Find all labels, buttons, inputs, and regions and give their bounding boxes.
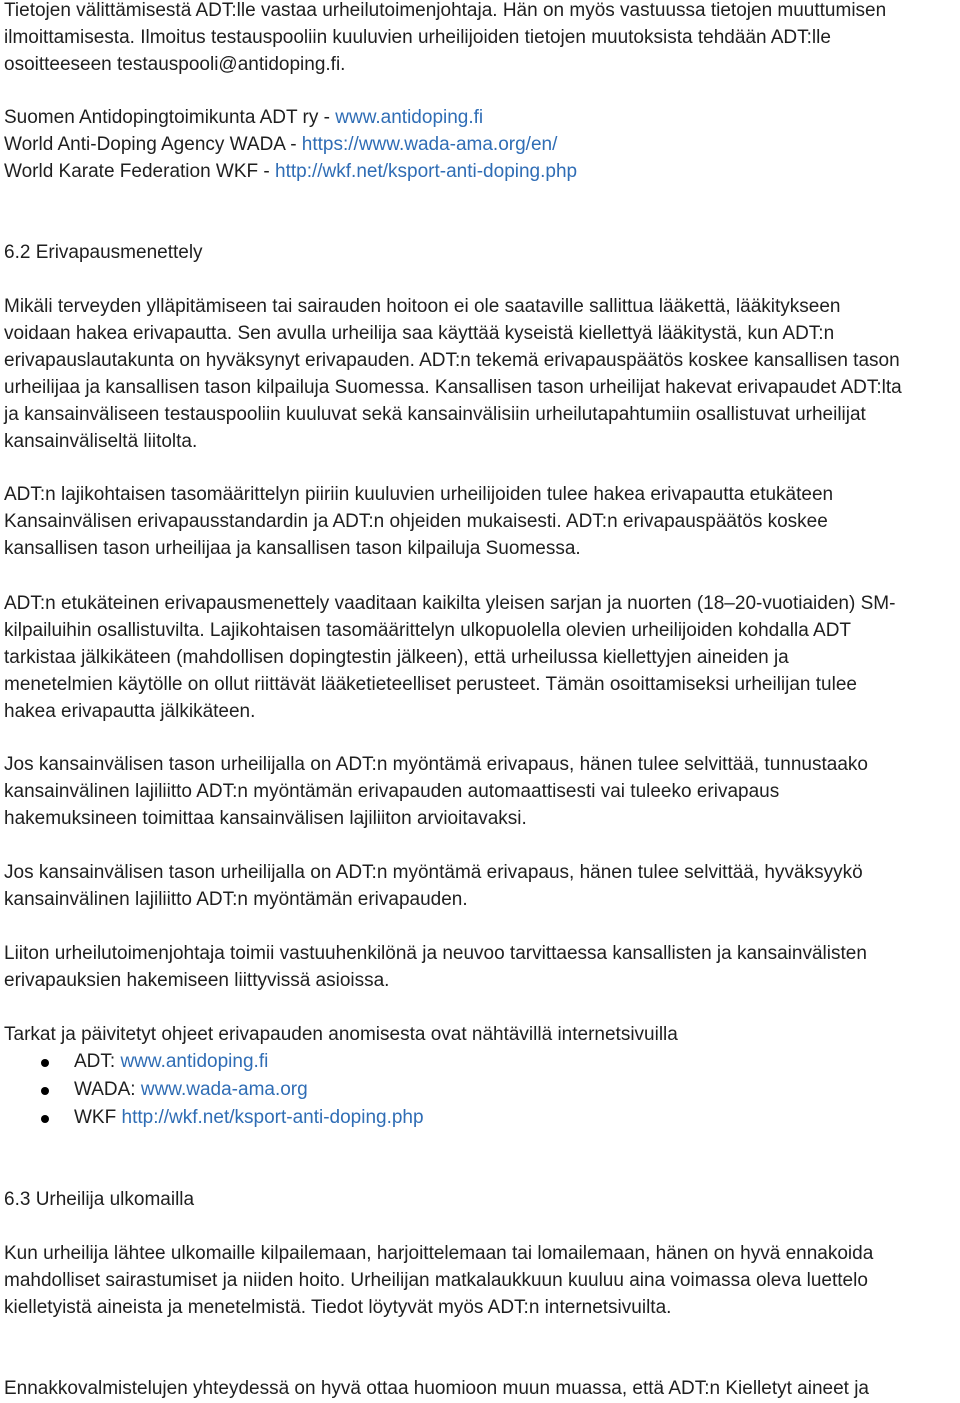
list-item: [4, 1048, 904, 1076]
text-line: ADT:n etukäteinen erivapausmenettely vaaditaan kaikilta yleisen sarjan ja nuorten (18–20-vuotiaiden) SM-: [4, 593, 896, 614]
org-link-adt[interactable]: www.antidoping.fi: [335, 107, 484, 128]
text-line: erivapauslautakunta on hyväksynyt erivapauden. ADT:n tekemä erivapauspäätös koskee kansallisen tason: [4, 350, 900, 371]
text-line: hakemuksineen toimittaa kansainvälisen lajiliiton arvioitavaksi.: [4, 808, 527, 829]
text-line: erivapauksien hakemiseen liittyvissä asioissa.: [4, 970, 390, 991]
intro-line-1: Tietojen välittämisestä ADT:lle vastaa urheilutoimenjohtaja. Hän on myös vastuussa tietojen muuttumisen: [4, 0, 887, 21]
text-line: ADT:n lajikohtaisen tasomäärittelyn piiriin kuuluvien urheilijoiden tulee hakea erivapautta etukäteen: [4, 484, 834, 505]
text-line: kansainväliseltä liitolta.: [4, 431, 198, 452]
section-6-2-para-5: [4, 859, 956, 913]
text-line: Liiton urheilutoimenjohtaja toimii vastuuhenkilönä ja neuvoo tarvittaessa kansallisten ja kansainvälisten: [4, 943, 867, 964]
section-6-2-para-2: [4, 481, 956, 562]
org-name: Suomen Antidopingtoimikunta ADT ry -: [4, 107, 336, 128]
section-6-2-para-1: [4, 293, 956, 455]
section-6-2-para-3: [4, 590, 956, 725]
text-line: kansallisen tason urheilijaa ja kansallisen tason kilpailuja Suomessa.: [4, 538, 581, 559]
link-wkf[interactable]: http://wkf.net/ksport-anti-doping.php: [121, 1107, 424, 1128]
bullet-icon: [41, 1059, 49, 1067]
section-6-2-heading: 6.2 Erivapausmenettely: [4, 242, 203, 263]
section-6-2-para-4: [4, 751, 956, 832]
bullet-icon: [41, 1087, 49, 1095]
org-link-wada[interactable]: https://www.wada-ama.org/en/: [301, 134, 558, 155]
org-name: World Karate Federation WKF -: [4, 161, 276, 182]
text-line: Jos kansainvälisen tason urheilijalla on ADT:n myöntämä erivapaus, hänen tulee selvittää, tunnustaako: [4, 754, 868, 775]
text-line: [4, 1294, 956, 1321]
section-6-2-para-6: [4, 940, 956, 994]
org-link-wkf[interactable]: http://wkf.net/ksport-anti-doping.php: [275, 161, 578, 182]
org-name: World Anti-Doping Agency WADA -: [4, 134, 302, 155]
resource-link-list: [4, 1048, 904, 1132]
bullet-icon: [41, 1115, 49, 1123]
text-line: tarkistaa jälkikäteen (mahdollisen dopingtestin jälkeen), että urheilussa kiellettyjen aineiden ja: [4, 647, 789, 668]
list-item-label: WADA:: [74, 1079, 141, 1100]
text-line: mahdolliset sairastumiset ja niiden hoito. Urheilijan matkalaukkuun kuuluu aina voimassa oleva luettelo: [4, 1270, 868, 1291]
text-line: Jos kansainvälisen tason urheilijalla on ADT:n myöntämä erivapaus, hänen tulee selvittää, hyväksyykö: [4, 862, 863, 883]
text-line: Kansainvälisen erivapausstandardin ja ADT:n ohjeiden mukaisesti. ADT:n erivapauspäätös koskee: [4, 511, 828, 532]
text-line: kansainvälinen lajiliitto ADT:n myöntämän erivapauden automaattisesti vai tuleeko erivapaus: [4, 781, 780, 802]
section-6-2-para-7: Tarkat ja päivitetyt ohjeet erivapauden anomisesta ovat nähtävillä internetsivuilla: [4, 1024, 678, 1045]
section-6-3-heading: 6.3 Urheilija ulkomailla: [4, 1189, 195, 1210]
text-line: urheilijaa ja kansallisen tason kilpailuja Suomessa. Kansallisen tason urheilijat hakevat erivapaudet ADT:lta: [4, 377, 902, 398]
link-wada[interactable]: www.wada-ama.org: [140, 1079, 308, 1100]
text-line: Mikäli terveyden ylläpitämiseen tai sairauden hoitoon ei ole saataville sallittua lääkettä, lääkitykseen: [4, 296, 841, 317]
text-run: Tiedot löytyvät myös ADT:n internetsivuilta.: [310, 1297, 672, 1318]
text-line: hakea erivapautta jälkikäteen.: [4, 701, 256, 722]
text-line: Kun urheilija lähtee ulkomaille kilpailemaan, harjoittelemaan tai lomailemaan, hänen on hyvä ennakoida: [4, 1243, 874, 1264]
text-line: menetelmien käytölle on ollut riittävät lääketieteelliset perusteet. Tämän osoittamiseksi urheilijan tulee: [4, 674, 857, 695]
list-item: [4, 1076, 904, 1104]
intro-line-2: ilmoittamisesta. Ilmoitus testauspooliin kuuluvien urheilijoiden tietojen muutoksista tehdään ADT:lle: [4, 27, 831, 48]
section-6-3-para-1: [4, 1240, 956, 1321]
list-item: [4, 1104, 904, 1132]
text-line: voidaan hakea erivapautta. Sen avulla urheilija saa käyttää kyseistä kiellettyä lääkitystä, kun ADT:n: [4, 323, 835, 344]
text-line: kilpailuihin osallistuvilta. Lajikohtaisen tasomäärittelyn ulkopuolella olevien urheilijoiden kohdalla ADT: [4, 620, 852, 641]
text-run: kielletyistä aineista ja menetelmistä.: [4, 1297, 311, 1318]
intro-line-3: osoitteeseen testauspooli@antidoping.fi.: [4, 54, 346, 75]
list-item-label: ADT:: [74, 1051, 121, 1072]
text-line: ja kansainväliseen testauspooliin kuuluvat sekä kansainvälisiin urheilutapahtumiin osallistuvat urheilijat: [4, 404, 866, 425]
section-6-3-para-2: Ennakkovalmistelujen yhteydessä on hyvä ottaa huomioon muun muassa, että ADT:n Kielletyt aineet ja: [4, 1378, 870, 1399]
org-line-wada: [4, 131, 557, 158]
org-line-wkf: [4, 158, 577, 185]
text-line: kansainvälinen lajiliitto ADT:n myöntämän erivapauden.: [4, 889, 468, 910]
org-line-adt: [4, 104, 483, 131]
list-item-label: WKF: [74, 1107, 122, 1128]
link-antidoping[interactable]: www.antidoping.fi: [120, 1051, 269, 1072]
